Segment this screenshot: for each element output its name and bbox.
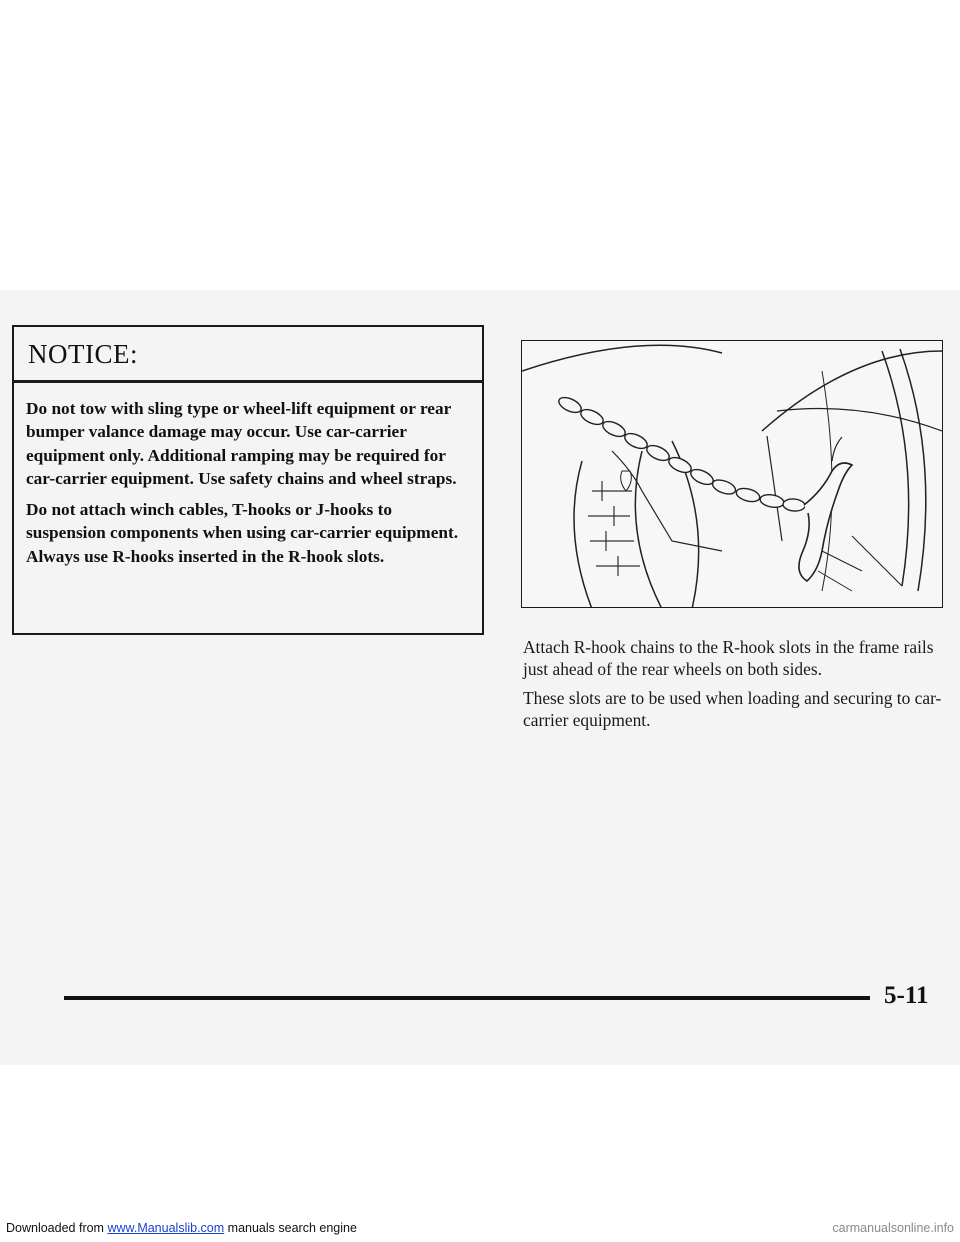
footer-rule xyxy=(64,996,870,1000)
download-suffix: manuals search engine xyxy=(227,1221,357,1235)
notice-header xyxy=(14,327,482,383)
page-number: 5-11 xyxy=(884,982,929,1009)
notice-title: NOTICE: xyxy=(28,339,138,369)
notice-body xyxy=(14,383,482,568)
body-paragraph xyxy=(523,687,943,731)
watermark: carmanualsonline.info xyxy=(832,1221,954,1235)
download-prefix: Downloaded from xyxy=(6,1221,104,1235)
notice-box xyxy=(12,325,484,635)
notice-paragraph: Do not tow with sling type or wheel-lift equipment or rear bumper valance damage may occur. Use car-carrier equipment only. Additional ramping may be required for car-carrier equipment. Use safety chains and wheel straps. xyxy=(26,399,457,488)
download-bar xyxy=(0,1219,960,1239)
notice-paragraph: Do not attach winch cables, T-hooks or J-hooks to suspension components when using car-carrier equipment. Always use R-hooks inserted in the R-hook slots. xyxy=(26,500,459,566)
chain-illustration-icon xyxy=(522,341,943,608)
download-source xyxy=(6,1221,357,1235)
manualslib-link[interactable]: www.Manualslib.com xyxy=(107,1221,225,1235)
body-text: Attach R-hook chains to the R-hook slots in the frame rails just ahead of the rear wheels on both sides. xyxy=(523,637,934,679)
body-paragraph xyxy=(523,636,943,680)
body-text: These slots are to be used when loading and securing to car-carrier equipment. xyxy=(523,688,942,730)
r-hook-chain-illustration xyxy=(521,340,943,608)
